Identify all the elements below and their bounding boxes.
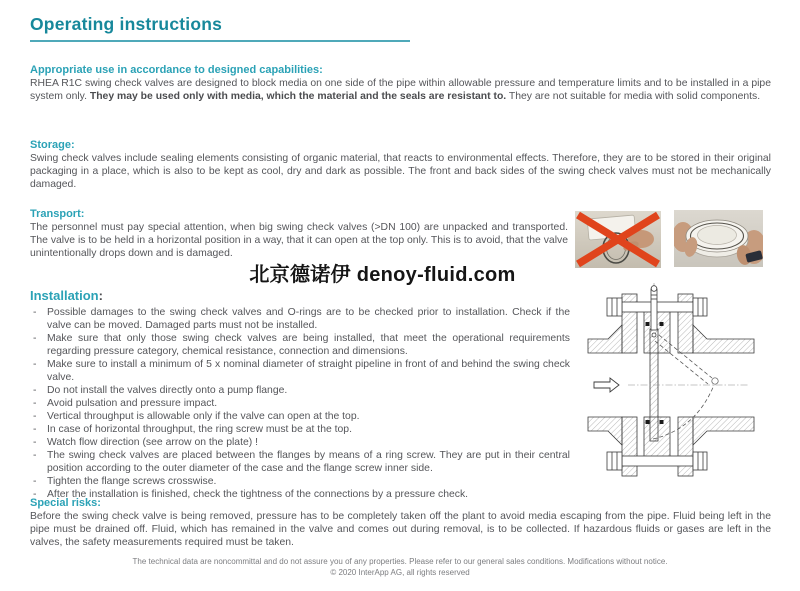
transport-heading: Transport:: [30, 208, 85, 220]
transport-wrong-photo-art: [575, 211, 661, 268]
title-underline: [30, 40, 410, 42]
appropriate-use-body-pre: RHEA R1C swing check valves are designed to block media on one side of the pipe within allowable pressure and temperature limits and to be installed in a pipe system only.: [30, 78, 771, 102]
installation-bullet: - Vertical throughput is allowable only if the valve can open at the top.: [30, 410, 570, 423]
transport-body: The personnel must pay special attention, when big swing check valves (>DN 100) are unpacked and transported. The valve is to be held in a horizontal position in a way, that it can open at the top only. This is to avoid, that the valve unintentionally drops down and is damaged.: [30, 222, 568, 259]
page-footer: [0, 556, 800, 578]
installation-bullet: - Tighten the flange screws crosswise.: [30, 475, 570, 488]
installation-bullet: - Do not install the valves directly onto a pump flange.: [30, 384, 570, 397]
storage-heading: Storage:: [30, 139, 75, 151]
appropriate-use-body: [30, 78, 771, 104]
transport-wrong-photo: [575, 211, 661, 268]
installation-bullet: - Make sure to install a minimum of 5 x nominal diameter of straight pipeline in front of and behind the swing check valve.: [30, 358, 570, 384]
installation-bullet: - Avoid pulsation and pressure impact.: [30, 397, 570, 410]
appropriate-use-heading: Appropriate use in accordance to designed capabilities:: [30, 64, 323, 76]
installation-heading: Installation:: [30, 288, 103, 303]
footer-copyright: © 2020 InterApp AG, all rights reserved: [330, 568, 470, 577]
installation-bullet: - In case of horizontal throughput, the ring screw must be at the top.: [30, 423, 570, 436]
flow-arrow-icon: [594, 378, 619, 392]
transport-correct-photo-art: [674, 210, 763, 267]
storage-body: Swing check valves include sealing elements consisting of organic material, that reacts to environmental effects. Therefore, they are to be stored in their original packaging in a place, which is also to be kept as cool, dry and dark as possible. The front and back sides of the swing check valves must not be mechanically damaged.: [30, 153, 771, 190]
installation-bullet: - Watch flow direction (see arrow on the plate) !: [30, 436, 570, 449]
section-appropriate-use: [30, 64, 771, 104]
installation-bullet: - After the installation is finished, check the tightness of the connections by a pressure check.: [30, 488, 570, 501]
transport-correct-photo: [674, 210, 763, 267]
section-storage: [30, 139, 771, 192]
special-risks-heading: Special risks:: [30, 497, 101, 509]
valve-drawing-art: [586, 283, 762, 485]
section-transport: [30, 208, 568, 261]
appropriate-use-body-bold: They may be used only with media, which the material and the seals are resistant to.: [89, 90, 507, 102]
installation-bullet: - The swing check valves are placed between the flanges by means of a ring screw. They are put in their central position according to the outer diameter of the case and the flange screw inner side.: [30, 449, 570, 475]
installation-bullet: - Possible damages to the swing check valves and O-rings are to be checked prior to installation. Check if the valve can be moved. Damaged parts must not be installed.: [30, 306, 570, 332]
section-special-risks: [30, 497, 771, 550]
installation-bullet: - Make sure that only those swing check valves are being installed, that meet the operational requirements regarding pressure category, chemical resistance, connection and dimensions.: [30, 332, 570, 358]
special-risks-body: Before the swing check valve is being removed, pressure has to be completely taken off the plant to avoid media escaping from the pipe. Fluid being left in the pipe must be drained off. Fluid, which has remained in the valve and comes out during removal, is to be collected. If hazardous fluids or gases are left in the valves, the safety measurements required must be taken.: [30, 511, 771, 548]
appropriate-use-body-post: They are not suitable for media with solid components.: [506, 90, 761, 102]
valve-cross-section-drawing: [586, 283, 762, 485]
footer-disclaimer: The technical data are noncommittal and do not assure you of any properties. Please refer to our general sales conditions. Modifications without notice.: [132, 557, 668, 566]
watermark-text: 北京德诺伊 denoy-fluid.com: [249, 264, 516, 286]
section-installation: [30, 288, 570, 501]
page-title: Operating instructions: [30, 14, 223, 34]
ring-screw: [651, 283, 657, 331]
installation-bullet-list: [30, 306, 570, 501]
